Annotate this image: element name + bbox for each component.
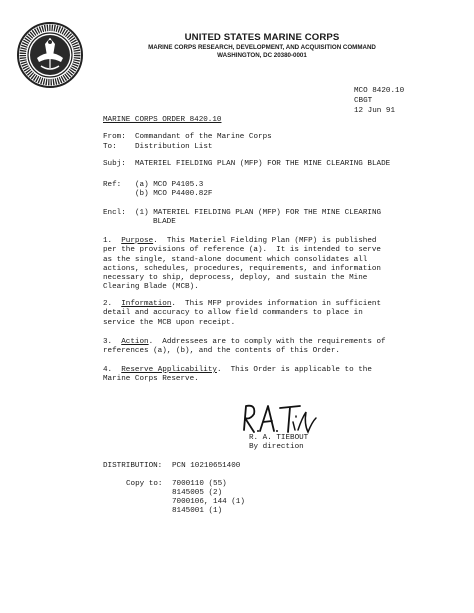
paragraph-line: references (a), (b), and the contents of this Order. <box>103 347 340 356</box>
paragraph-heading: Reserve Applicability <box>121 366 217 374</box>
paragraph-text: . This Materiel Fielding Plan (MFP) is published <box>153 237 377 245</box>
from-label: From: <box>103 133 126 141</box>
paragraph-reserve-applicability <box>103 366 423 385</box>
department-of-the-navy-seal <box>17 22 83 88</box>
paragraph-line: actions, schedules, procedures, requirements, and information <box>103 264 381 273</box>
from-value: Commandant of the Marine Corps <box>135 133 272 141</box>
paragraph-line: detail and accuracy to allow field commanders to place in <box>103 309 363 318</box>
copy-to-item: 8145005 (2) <box>172 489 223 497</box>
paragraph-heading: Action <box>121 338 149 346</box>
command-name: MARINE CORPS RESEARCH, DEVELOPMENT, AND ACQUISITION COMMAND <box>148 44 376 51</box>
subject-label: Subj: <box>103 160 126 168</box>
enclosure-item-continued: BLADE <box>153 218 176 226</box>
subject-value: MATERIEL FIELDING PLAN (MFP) FOR THE MINE CLEARING BLADE <box>135 160 391 168</box>
paragraph-number: 2. <box>103 300 113 308</box>
order-date: 12 Jun 91 <box>354 107 396 115</box>
paragraph-line: Marine Corps Reserve. <box>103 375 199 384</box>
paragraph-information <box>103 300 423 328</box>
copy-to-item: 8145001 (1) <box>172 507 223 515</box>
reference-label: Ref: <box>103 181 122 189</box>
paragraph-line: per the provisions of reference (a). It is intended to serve <box>103 246 381 255</box>
enclosure-item: (1) MATERIEL FIELDING PLAN (MFP) FOR THE MINE CLEARING <box>135 209 382 217</box>
reference-item: (a) MCO P4105.3 <box>135 181 204 189</box>
enclosure-label: Encl: <box>103 209 126 217</box>
command-address: WASHINGTON, DC 20380-0001 <box>217 52 307 59</box>
to-value: Distribution List <box>135 143 213 151</box>
paragraph-line: necessary to ship, deprocess, deploy, and sustain the Mine <box>103 274 368 283</box>
paragraph-heading: Purpose <box>121 237 154 245</box>
copy-to-item: 7000106, 144 (1) <box>172 498 245 506</box>
signer-name: R. A. TIEBOUT <box>249 434 309 442</box>
reference-item: (b) MCO P4400.82F <box>135 190 213 198</box>
paragraph-line: service the MCB upon receipt. <box>103 318 236 327</box>
organization-name: UNITED STATES MARINE CORPS <box>184 32 340 43</box>
paragraph-purpose <box>103 237 423 293</box>
order-number: MCO 8420.10 <box>354 87 405 95</box>
paragraph-number: 1. <box>103 237 113 245</box>
paragraph-number: 4. <box>103 366 113 374</box>
paragraph-line: as the single, stand-alone document which consolidates all <box>103 255 368 264</box>
copy-to-item: 7000110 (55) <box>172 480 227 488</box>
paragraph-heading: Information <box>121 300 172 308</box>
paragraph-line: Clearing Blade (MCB). <box>103 283 199 292</box>
distribution-label: DISTRIBUTION: <box>103 462 163 470</box>
paragraph-number: 3. <box>103 338 113 346</box>
paragraph-text: . This MFP provides information in sufficient <box>171 300 382 308</box>
paragraph-text: . This Order is applicable to the <box>216 366 372 374</box>
office-code: CBGT <box>354 97 373 105</box>
copy-to-label: Copy to: <box>126 480 163 488</box>
to-label: To: <box>103 143 117 151</box>
paragraph-text: . Addressees are to comply with the requirements of <box>148 338 386 346</box>
paragraph-action <box>103 338 423 357</box>
signer-title: By direction <box>249 443 304 451</box>
order-title: MARINE CORPS ORDER 8420.10 <box>103 116 222 124</box>
distribution-pcn: PCN 10210651400 <box>172 462 241 470</box>
